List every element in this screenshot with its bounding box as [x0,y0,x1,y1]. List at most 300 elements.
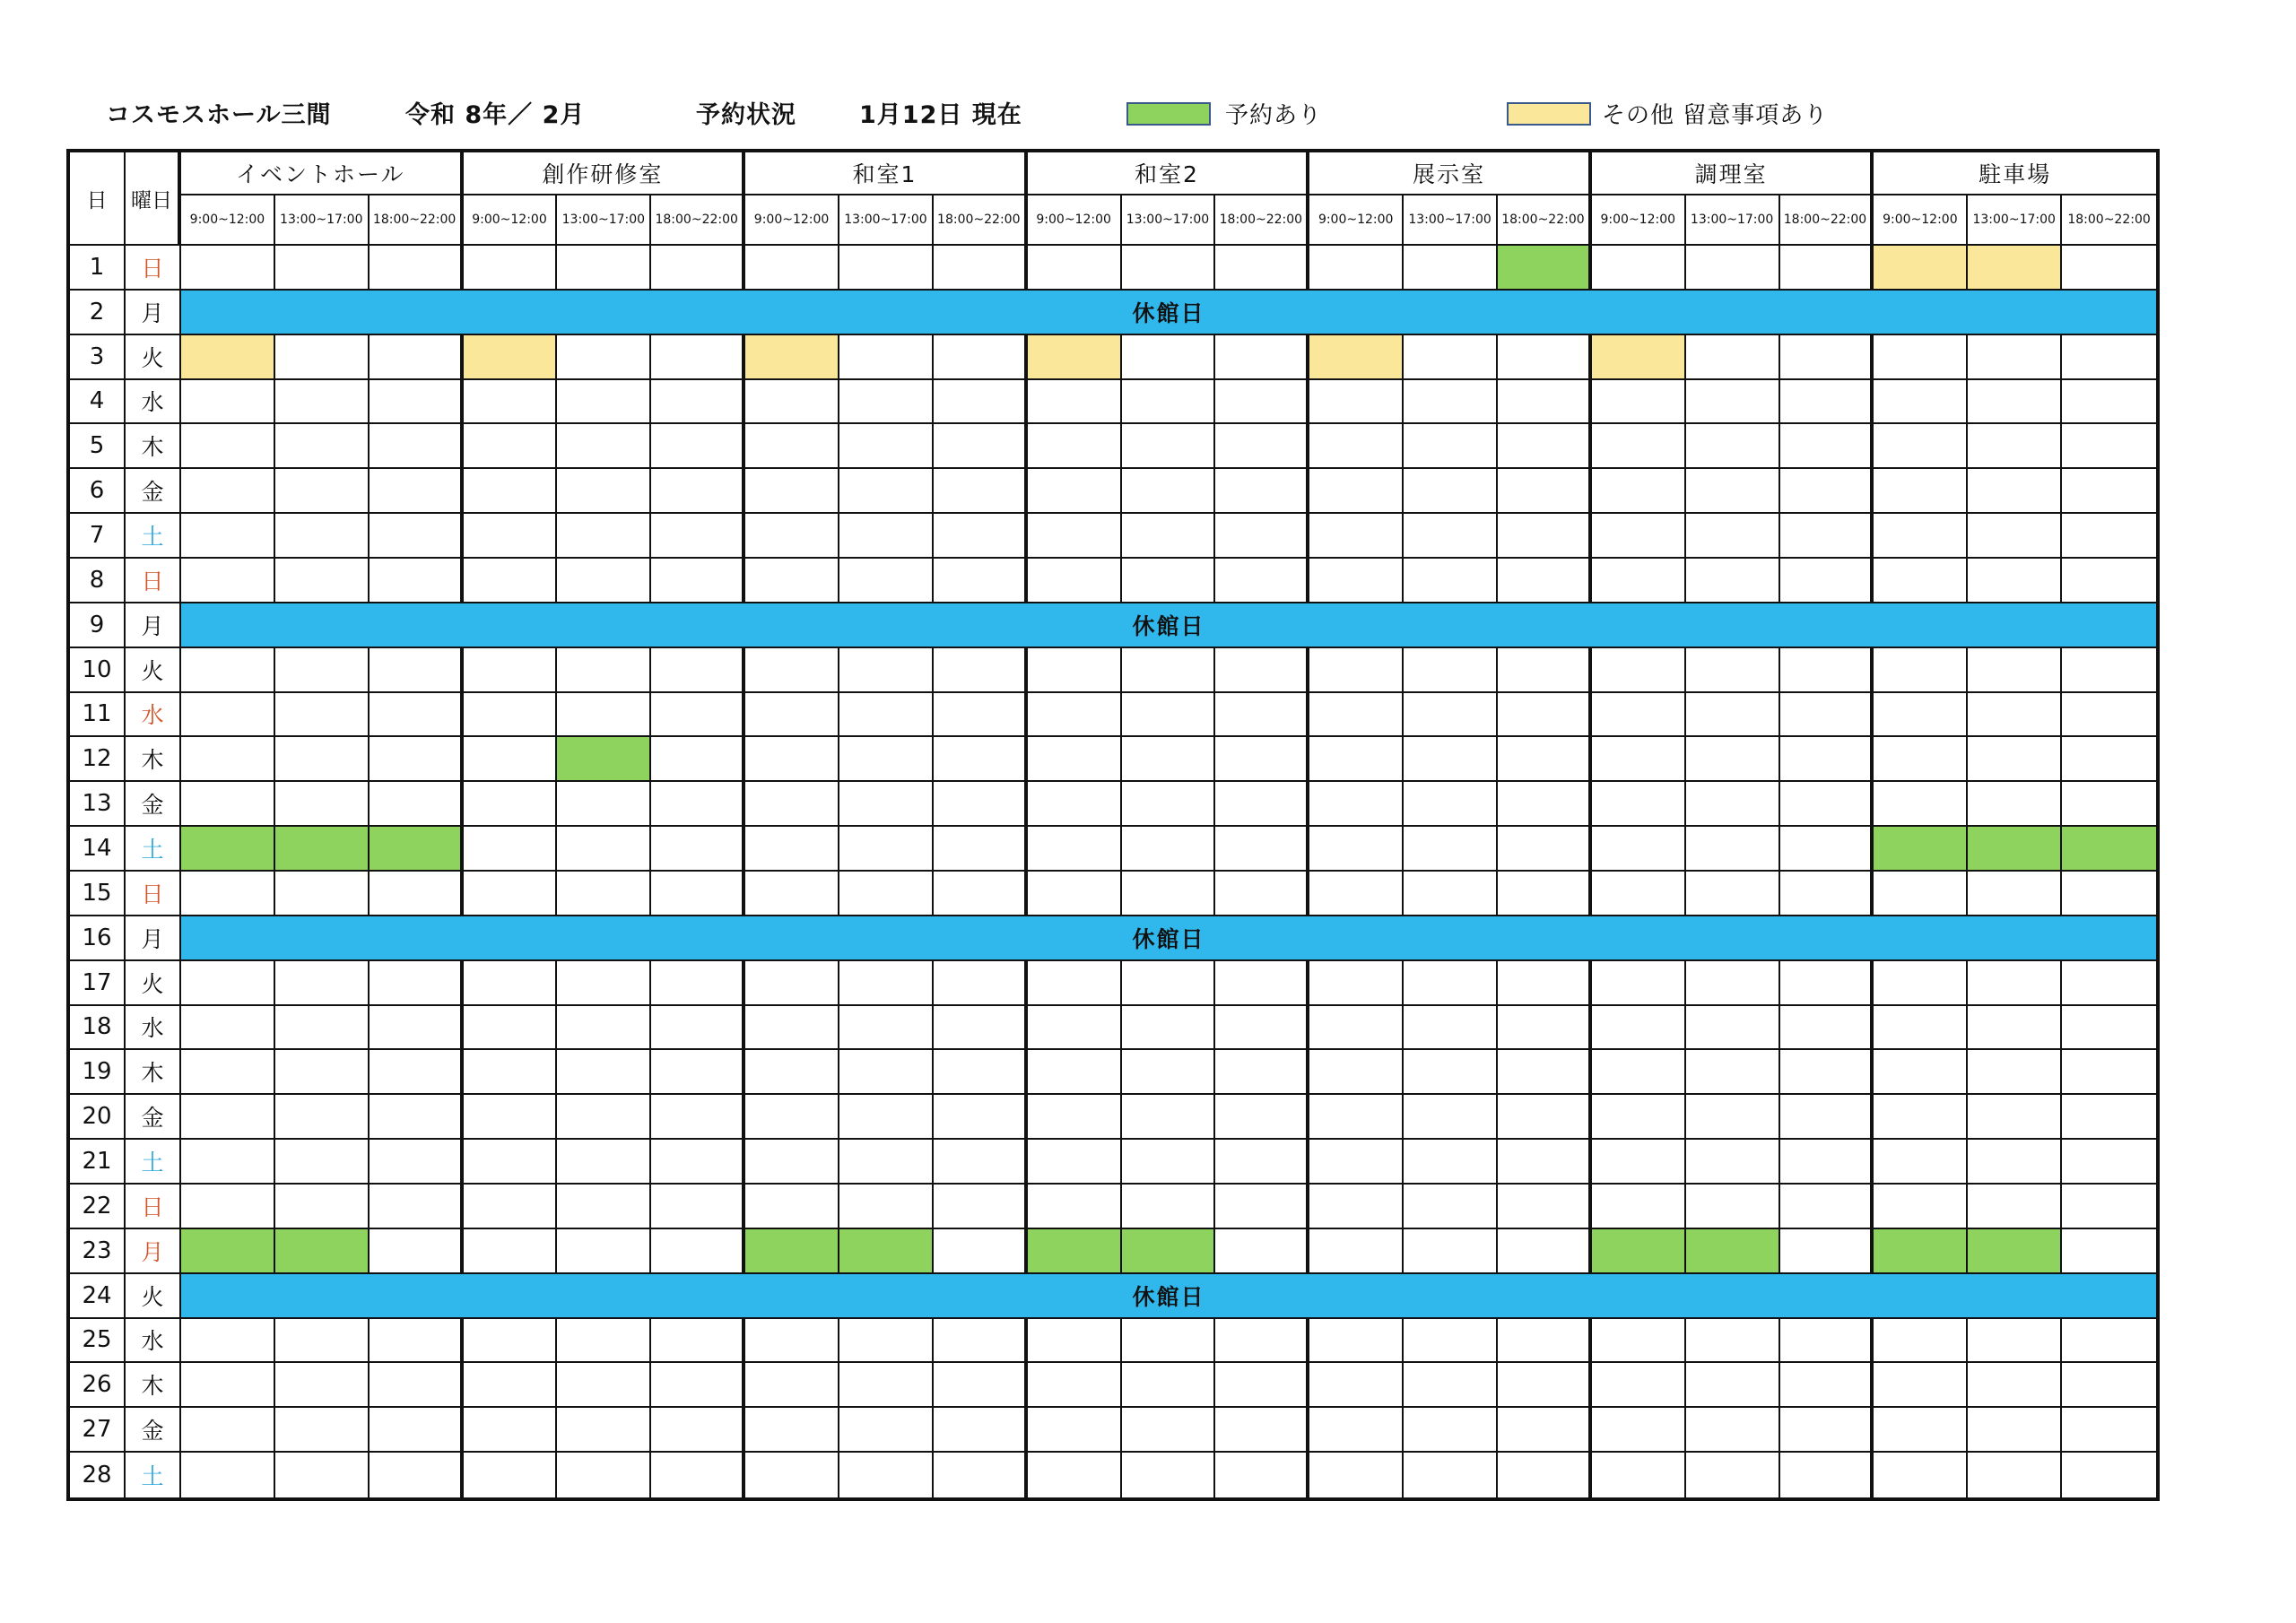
weekday: 土 [126,514,181,559]
slot-cell [1780,782,1874,827]
slot-cell [464,782,558,827]
slot-cell [1028,559,1122,603]
slot-cell [651,246,745,291]
slot-cell [1404,1229,1498,1274]
slot-cell [1592,469,1686,514]
slot-cell [370,469,464,514]
slot-cell [934,827,1028,872]
slot-cell [1874,1453,1968,1497]
closed-day-band: 休館日 [181,603,2156,648]
slot-cell [1968,1185,2062,1229]
slot-cell [1309,424,1404,469]
reserved-slot [1028,1229,1122,1274]
slot-end: ~17:00 [316,213,363,227]
slot-cell [370,1319,464,1364]
slot-cell [1404,380,1498,425]
slot-cell [1686,648,1780,693]
slot-cell [934,424,1028,469]
slot-cell [839,693,934,738]
slot-cell [1028,648,1122,693]
room-header: 駐車場 [1874,152,2156,195]
slot-cell [464,424,558,469]
slot-cell [1404,961,1498,1006]
slot-cell [557,1453,651,1497]
note-slot [745,335,839,380]
slot-cell [1122,782,1216,827]
slot-cell [651,424,745,469]
weekday: 日 [126,559,181,603]
legend-other-label: その他 留意事項あり [1602,102,1829,129]
slot-cell [839,782,934,827]
slot-cell [1780,1229,1874,1274]
closed-day-band: 休館日 [181,1274,2156,1319]
reserved-slot [370,827,464,872]
day-number: 20 [70,1095,126,1140]
slot-cell [181,648,275,693]
slot-cell [464,1363,558,1408]
time-slot-header [1309,195,1404,246]
slot-cell [1309,380,1404,425]
slot-cell [1404,648,1498,693]
slot-cell [1122,1408,1216,1453]
slot-cell [934,1006,1028,1051]
slot-end: ~22:00 [1537,213,1585,227]
slot-cell [2062,1095,2156,1140]
slot-cell [1874,469,1968,514]
day-number: 12 [70,737,126,782]
slot-cell [1215,469,1309,514]
slot-cell [1215,782,1309,827]
day-number: 9 [70,603,126,648]
reservation-grid [66,149,2160,1501]
slot-cell [557,827,651,872]
slot-cell [934,514,1028,559]
slot-cell [1215,827,1309,872]
slot-cell [745,1006,839,1051]
slot-cell [1028,514,1122,559]
slot-end: ~12:00 [1628,213,1676,227]
slot-cell [1874,737,1968,782]
slot-cell [557,469,651,514]
slot-cell [181,1095,275,1140]
time-slot-header [275,195,370,246]
slot-cell [1122,380,1216,425]
slot-cell [1122,1140,1216,1185]
slot-cell [2062,424,2156,469]
slot-cell [1309,469,1404,514]
slot-cell [651,335,745,380]
slot-cell [181,559,275,603]
weekday: 火 [126,961,181,1006]
slot-cell [1215,559,1309,603]
time-slot-header [651,195,745,246]
slot-cell [370,559,464,603]
slot-cell [464,1453,558,1497]
slot-cell [1498,424,1592,469]
slot-cell [1498,1408,1592,1453]
time-slot-header [745,195,839,246]
slot-end: ~22:00 [2103,213,2151,227]
slot-cell [1968,737,2062,782]
slot-cell [557,1006,651,1051]
slot-cell [1122,1453,1216,1497]
slot-cell [1686,514,1780,559]
time-slot-header [557,195,651,246]
slot-cell [181,737,275,782]
slot-cell [1498,693,1592,738]
slot-cell [275,782,370,827]
slot-cell [464,514,558,559]
slot-cell [275,1363,370,1408]
slot-cell [745,469,839,514]
slot-end: ~17:00 [1162,213,1210,227]
slot-cell [1404,1050,1498,1095]
slot-cell [464,961,558,1006]
slot-cell [651,514,745,559]
slot-cell [275,469,370,514]
slot-cell [1404,335,1498,380]
slot-cell [1780,1095,1874,1140]
slot-cell [464,1140,558,1185]
slot-cell [1874,782,1968,827]
slot-cell [1309,1095,1404,1140]
facility-name: コスモスホール三間 [106,101,332,129]
slot-cell [1122,1185,1216,1229]
slot-end: ~22:00 [1820,213,1867,227]
slot-cell [2062,1229,2156,1274]
slot-cell [1780,1185,1874,1229]
slot-cell [181,424,275,469]
time-slot-header [1122,195,1216,246]
slot-cell [934,559,1028,603]
time-slot-header [1874,195,1968,246]
slot-cell [370,246,464,291]
closed-day-band: 休館日 [181,916,2156,961]
slot-cell [1968,693,2062,738]
slot-start: 9:00 [1883,213,1911,227]
slot-cell [839,1453,934,1497]
slot-cell [275,380,370,425]
slot-cell [934,648,1028,693]
reserved-slot [1874,1229,1968,1274]
slot-cell [2062,737,2156,782]
slot-cell [370,648,464,693]
slot-cell [557,1050,651,1095]
slot-cell [275,1006,370,1051]
slot-cell [275,335,370,380]
day-number: 15 [70,872,126,916]
slot-cell [1309,1453,1404,1497]
reserved-slot [181,1229,275,1274]
weekday: 金 [126,1408,181,1453]
slot-cell [839,827,934,872]
slot-end: ~12:00 [218,213,265,227]
slot-cell [1592,1363,1686,1408]
slot-cell [557,559,651,603]
slot-cell [1498,872,1592,916]
slot-cell [2062,335,2156,380]
slot-cell [745,424,839,469]
legend-reserved-swatch [1126,102,1211,126]
slot-cell [1780,1006,1874,1051]
slot-cell [1028,469,1122,514]
weekday: 日 [126,1185,181,1229]
day-number: 4 [70,380,126,425]
slot-cell [1498,1050,1592,1095]
slot-cell [1215,380,1309,425]
closed-day-band: 休館日 [181,291,2156,335]
slot-start: 13:00 [561,213,598,227]
slot-cell [2062,1453,2156,1497]
slot-cell [464,872,558,916]
slot-end: ~22:00 [1255,213,1303,227]
slot-cell [181,380,275,425]
slot-cell [1686,380,1780,425]
slot-cell [839,559,934,603]
slot-cell [1968,1363,2062,1408]
slot-cell [1215,246,1309,291]
time-slot-header [1215,195,1309,246]
slot-cell [370,380,464,425]
slot-start: 9:00 [1318,213,1347,227]
slot-cell [1122,1050,1216,1095]
slot-cell [1780,380,1874,425]
slot-cell [1592,1185,1686,1229]
reserved-slot [2062,827,2156,872]
slot-cell [651,1140,745,1185]
slot-cell [1686,335,1780,380]
time-slot-header [1028,195,1122,246]
slot-cell [2062,1185,2156,1229]
slot-cell [1874,648,1968,693]
day-number: 11 [70,693,126,738]
room-header: 和室1 [745,152,1028,195]
slot-cell [557,782,651,827]
weekday: 日 [126,246,181,291]
time-slot-header [370,195,464,246]
slot-cell [934,335,1028,380]
slot-cell [745,1319,839,1364]
slot-end: ~17:00 [880,213,927,227]
slot-cell [1309,514,1404,559]
day-number: 14 [70,827,126,872]
slot-cell [1592,782,1686,827]
day-number: 17 [70,961,126,1006]
slot-cell [1498,559,1592,603]
reserved-slot [1686,1229,1780,1274]
slot-cell [370,1140,464,1185]
slot-end: ~12:00 [1064,213,1111,227]
slot-cell [651,827,745,872]
slot-cell [464,1319,558,1364]
slot-cell [181,872,275,916]
day-number: 13 [70,782,126,827]
weekday: 金 [126,469,181,514]
day-number: 18 [70,1006,126,1051]
slot-cell [1592,380,1686,425]
slot-cell [839,1050,934,1095]
slot-cell [651,1050,745,1095]
slot-cell [1309,1363,1404,1408]
slot-cell [1122,648,1216,693]
slot-cell [2062,514,2156,559]
slot-cell [1874,872,1968,916]
slot-cell [1215,1185,1309,1229]
slot-cell [1592,648,1686,693]
slot-cell [839,469,934,514]
slot-cell [557,335,651,380]
slot-cell [1780,469,1874,514]
slot-cell [839,1185,934,1229]
slot-cell [370,1185,464,1229]
time-slot-header [1686,195,1780,246]
slot-cell [275,693,370,738]
slot-cell [1028,1095,1122,1140]
slot-cell [464,1185,558,1229]
slot-cell [934,469,1028,514]
room-header: イベントホール [181,152,464,195]
slot-cell [370,1006,464,1051]
slot-start: 18:00 [1501,213,1538,227]
weekday: 木 [126,424,181,469]
slot-cell [1498,737,1592,782]
slot-cell [2062,961,2156,1006]
slot-cell [1686,961,1780,1006]
note-slot [1309,335,1404,380]
weekday: 金 [126,782,181,827]
slot-cell [557,424,651,469]
slot-cell [1968,872,2062,916]
reserved-slot [1122,1229,1216,1274]
weekday-column-header: 曜日 [126,152,181,246]
slot-cell [1215,1363,1309,1408]
slot-cell [275,1140,370,1185]
slot-end: ~17:00 [2008,213,2056,227]
weekday: 金 [126,1095,181,1140]
slot-cell [1592,559,1686,603]
slot-cell [839,1319,934,1364]
slot-cell [934,1319,1028,1364]
slot-cell [1215,1006,1309,1051]
slot-cell [464,1229,558,1274]
slot-cell [1874,1006,1968,1051]
slot-cell [464,827,558,872]
slot-cell [651,559,745,603]
reserved-slot [275,1229,370,1274]
slot-cell [1122,514,1216,559]
slot-cell [651,1408,745,1453]
slot-cell [1309,737,1404,782]
slot-cell [1215,1050,1309,1095]
slot-end: ~17:00 [1726,213,1774,227]
slot-cell [1498,380,1592,425]
slot-cell [181,1363,275,1408]
day-number: 8 [70,559,126,603]
slot-cell [464,380,558,425]
slot-cell [839,1006,934,1051]
slot-cell [275,1319,370,1364]
slot-cell [1028,246,1122,291]
slot-cell [934,961,1028,1006]
slot-cell [1780,1453,1874,1497]
weekday: 土 [126,827,181,872]
slot-cell [275,648,370,693]
slot-cell [651,380,745,425]
slot-cell [2062,1363,2156,1408]
slot-cell [1874,559,1968,603]
slot-cell [370,782,464,827]
slot-cell [464,1408,558,1453]
weekday: 水 [126,1319,181,1364]
period-label: 令和 8年／ 2月 [405,101,586,129]
slot-cell [1028,782,1122,827]
slot-cell [1028,424,1122,469]
slot-start: 18:00 [2067,213,2104,227]
slot-cell [1028,961,1122,1006]
time-slot-header [934,195,1028,246]
slot-cell [1874,424,1968,469]
slot-cell [1498,1095,1592,1140]
slot-cell [1968,1050,2062,1095]
slot-cell [1498,469,1592,514]
slot-cell [1874,380,1968,425]
slot-cell [1028,1050,1122,1095]
slot-cell [934,1229,1028,1274]
slot-cell [651,961,745,1006]
weekday: 水 [126,1006,181,1051]
slot-cell [1404,1363,1498,1408]
slot-cell [181,1408,275,1453]
slot-cell [745,737,839,782]
slot-cell [1780,424,1874,469]
slot-start: 13:00 [1972,213,2009,227]
slot-cell [839,1363,934,1408]
slot-cell [1874,693,1968,738]
slot-cell [1686,693,1780,738]
slot-cell [1028,1319,1122,1364]
slot-cell [557,380,651,425]
slot-cell [1686,737,1780,782]
slot-cell [1309,872,1404,916]
slot-cell [651,737,745,782]
slot-cell [557,1408,651,1453]
slot-cell [181,693,275,738]
slot-cell [275,246,370,291]
slot-cell [745,827,839,872]
day-column-header: 日 [70,152,126,246]
day-number: 23 [70,1229,126,1274]
slot-cell [934,380,1028,425]
slot-cell [839,1408,934,1453]
slot-cell [1215,737,1309,782]
day-number: 2 [70,291,126,335]
slot-cell [839,335,934,380]
slot-end: ~22:00 [973,213,1021,227]
slot-start: 13:00 [1690,213,1727,227]
reserved-slot [275,827,370,872]
slot-cell [1686,1006,1780,1051]
slot-cell [651,1319,745,1364]
slot-cell [651,693,745,738]
note-slot [1592,335,1686,380]
reserved-slot [839,1229,934,1274]
slot-cell [464,693,558,738]
slot-cell [839,737,934,782]
slot-cell [1028,380,1122,425]
slot-cell [1968,648,2062,693]
slot-cell [464,559,558,603]
slot-cell [1215,514,1309,559]
